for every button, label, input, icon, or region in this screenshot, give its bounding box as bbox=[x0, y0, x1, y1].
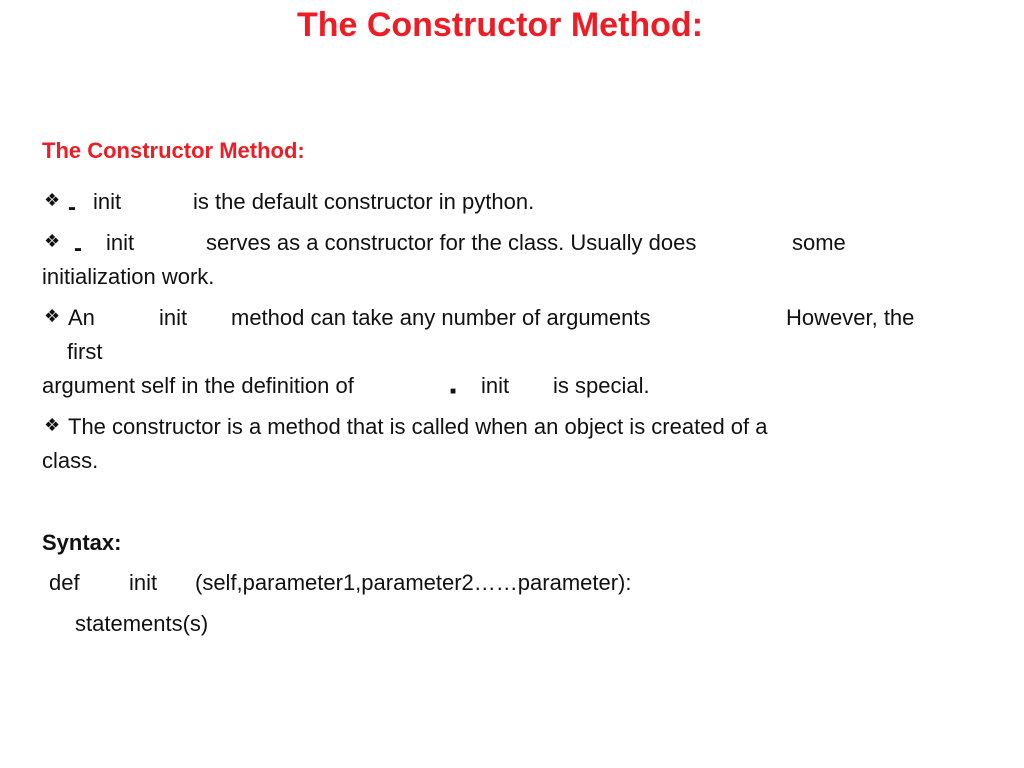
underscore-mark: - bbox=[74, 235, 82, 262]
bullet-4-text: The constructor is a method that is called when an object is created of a bbox=[68, 414, 768, 439]
bullet-item-2 bbox=[44, 229, 82, 262]
bullet-4-continuation: class. bbox=[42, 448, 99, 473]
syntax-body: statements(s) bbox=[75, 611, 209, 636]
bullet-2-keyword: init bbox=[106, 230, 135, 255]
bullet-3-word-first: first bbox=[67, 339, 103, 364]
bullet-item-1 bbox=[44, 188, 76, 221]
slide-title: The Constructor Method: bbox=[296, 6, 704, 44]
bullet-2-text: serves as a constructor for the class. Usually does bbox=[206, 230, 697, 255]
bullet-diamond-icon: ❖ bbox=[44, 190, 61, 210]
bullet-diamond-icon: ❖ bbox=[44, 415, 61, 435]
bullet-3-continuation-end: is special. bbox=[553, 373, 650, 398]
bullet-3-continuation: argument self in the definition of bbox=[42, 373, 354, 398]
bullet-3-keyword-2: init bbox=[481, 373, 510, 398]
syntax-label: Syntax: bbox=[42, 530, 122, 555]
bullet-3-keyword: init bbox=[159, 305, 188, 330]
syntax-def: def bbox=[49, 570, 80, 595]
underscore-mark: - bbox=[68, 194, 76, 221]
bullet-item-4 bbox=[44, 413, 68, 442]
bullet-diamond-icon: ❖ bbox=[44, 306, 61, 326]
section-heading: The Constructor Method: bbox=[42, 138, 305, 163]
syntax-init: init bbox=[129, 570, 158, 595]
bullet-item-3 bbox=[44, 304, 68, 333]
bullet-1-keyword: init bbox=[93, 189, 122, 214]
bullet-3-text-end: However, the bbox=[786, 305, 915, 330]
syntax-params: (self,parameter1,parameter2……parameter): bbox=[195, 570, 632, 595]
bullet-3-text: method can take any number of arguments bbox=[231, 305, 651, 330]
bullet-2-text-end: some bbox=[792, 230, 846, 255]
underscore-mark: ■ bbox=[450, 386, 457, 397]
bullet-3-word-an: An bbox=[68, 305, 95, 330]
bullet-1-text: is the default constructor in python. bbox=[193, 189, 535, 214]
bullet-diamond-icon: ❖ bbox=[44, 231, 61, 251]
bullet-2-continuation: initialization work. bbox=[42, 264, 215, 289]
